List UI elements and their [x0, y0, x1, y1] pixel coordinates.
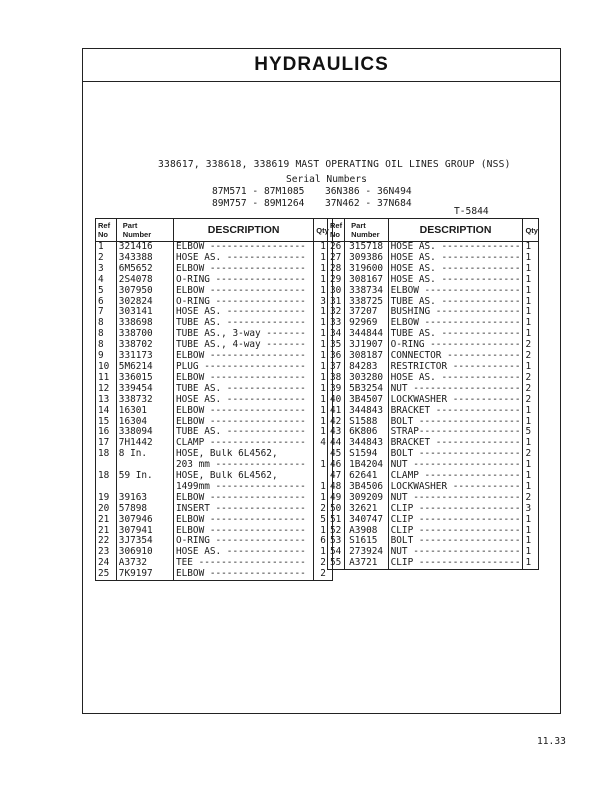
description-cell: HOSE AS. --------------: [388, 275, 523, 286]
description-cell: O-RING ----------------: [388, 340, 523, 351]
section-title: HYDRAULICS: [83, 49, 560, 82]
part-number-cell: 338725: [345, 297, 388, 308]
description-cell: CONNECTOR -------------: [388, 351, 523, 362]
qty-cell: 1: [523, 362, 539, 373]
ref-no-cell: 18: [96, 471, 117, 482]
qty-cell: 1: [523, 318, 539, 329]
ref-no-cell: 35: [328, 340, 345, 351]
qty-cell: 1: [523, 275, 539, 286]
part-number-cell: S1588: [345, 417, 388, 428]
description-cell: RESTRICTOR ------------: [388, 362, 523, 373]
ref-no-cell: 48: [328, 482, 345, 493]
ref-no-cell: 5: [96, 286, 117, 297]
ref-no-cell: 34: [328, 329, 345, 340]
qty-cell: 1: [314, 395, 333, 406]
table-header-row: [96, 219, 333, 242]
table-row: [328, 406, 539, 417]
qty-cell: 1: [314, 286, 333, 297]
part-number-cell: 16304: [116, 417, 173, 428]
qty-cell: 1: [314, 406, 333, 417]
description-cell: CLIP ------------------: [388, 504, 523, 515]
table-row: [96, 449, 333, 460]
part-number-cell: 3B4506: [345, 482, 388, 493]
ref-no-cell: 36: [328, 351, 345, 362]
qty-cell: 1: [523, 438, 539, 449]
ref-no-cell: 39: [328, 384, 345, 395]
qty-cell: 2: [523, 351, 539, 362]
qty-cell: 1: [523, 329, 539, 340]
qty-cell: 1: [314, 318, 333, 329]
description-cell: 1499mm ----------------: [174, 482, 314, 493]
part-number-cell: 308167: [345, 275, 388, 286]
part-number-cell: 92969: [345, 318, 388, 329]
part-number-cell: A3732: [116, 558, 173, 569]
part-number-cell: 319600: [345, 264, 388, 275]
ref-no-header: Ref No: [328, 219, 345, 242]
ref-no-cell: 42: [328, 417, 345, 428]
ref-no-cell: 13: [96, 395, 117, 406]
description-cell: CLIP ------------------: [388, 526, 523, 537]
ref-no-cell: 20: [96, 504, 117, 515]
description-cell: ELBOW -----------------: [174, 569, 314, 580]
ref-no-cell: 24: [96, 558, 117, 569]
part-number-cell: 39163: [116, 493, 173, 504]
description-cell: HOSE AS. --------------: [388, 264, 523, 275]
ref-no-cell: 43: [328, 427, 345, 438]
part-number-cell: 344843: [345, 406, 388, 417]
qty-cell: 2: [314, 558, 333, 569]
description-cell: ELBOW -----------------: [174, 406, 314, 417]
ref-no-cell: 37: [328, 362, 345, 373]
part-number-cell: 307941: [116, 526, 173, 537]
serial-range: 37N462 - 37N684: [325, 198, 412, 209]
part-number-cell: 338094: [116, 427, 173, 438]
part-number-cell: 57898: [116, 504, 173, 515]
part-number-cell: 321416: [116, 242, 173, 253]
ref-no-cell: 3: [96, 264, 117, 275]
qty-cell: 1: [523, 460, 539, 471]
qty-cell: 1: [314, 493, 333, 504]
ref-no-cell: 8: [96, 340, 117, 351]
qty-cell: 1: [523, 242, 539, 253]
serial-range: 89M757 - 89M1264: [212, 198, 305, 209]
qty-cell: 2: [314, 569, 333, 580]
description-cell: HOSE, Bulk 6L4562,: [174, 471, 314, 482]
qty-cell: 1: [314, 329, 333, 340]
qty-cell: 2: [314, 504, 333, 515]
part-number-cell: 3J1907: [345, 340, 388, 351]
ref-no-cell: 8: [96, 329, 117, 340]
description-cell: BOLT ------------------: [388, 449, 523, 460]
description-cell: CLAMP -----------------: [388, 471, 523, 482]
qty-cell: 1: [523, 307, 539, 318]
ref-no-cell: 50: [328, 504, 345, 515]
serial-numbers-label: Serial Numbers: [286, 174, 367, 185]
qty-cell: 1: [314, 427, 333, 438]
part-number-cell: S1594: [345, 449, 388, 460]
description-cell: INSERT ----------------: [174, 504, 314, 515]
ref-no-cell: 7: [96, 307, 117, 318]
ref-no-cell: 17: [96, 438, 117, 449]
ref-no-cell: 21: [96, 515, 117, 526]
description-cell: ELBOW -----------------: [174, 242, 314, 253]
qty-cell: 1: [523, 526, 539, 537]
description-cell: HOSE, Bulk 6L4562,: [174, 449, 314, 460]
ref-no-cell: 4: [96, 275, 117, 286]
table-row: [96, 406, 333, 417]
description-cell: PLUG ------------------: [174, 362, 314, 373]
part-number-cell: 8 In.: [116, 449, 173, 460]
description-cell: NUT -------------------: [388, 493, 523, 504]
description-cell: TUBE AS. --------------: [388, 297, 523, 308]
description-cell: HOSE AS. --------------: [388, 253, 523, 264]
description-cell: O-RING ----------------: [174, 536, 314, 547]
ref-no-header: Ref No: [96, 219, 117, 242]
qty-cell: 2: [523, 493, 539, 504]
description-cell: O-RING ----------------: [174, 297, 314, 308]
description-cell: LOCKWASHER ------------: [388, 482, 523, 493]
part-number-cell: 303141: [116, 307, 173, 318]
ref-no-cell: 22: [96, 536, 117, 547]
qty-cell: 1: [314, 242, 333, 253]
qty-cell: 1: [523, 536, 539, 547]
ref-no-cell: 9: [96, 351, 117, 362]
qty-cell: 1: [523, 297, 539, 308]
qty-cell: 2: [523, 395, 539, 406]
ref-no-cell: 38: [328, 373, 345, 384]
description-cell: ELBOW -----------------: [174, 526, 314, 537]
part-number-cell: 5M6214: [116, 362, 173, 373]
qty-cell: 1: [314, 482, 333, 493]
part-number-cell: 344844: [345, 329, 388, 340]
ref-no-cell: 1: [96, 242, 117, 253]
ref-no-cell: 27: [328, 253, 345, 264]
page-number: 11.33: [537, 736, 566, 747]
ref-no-cell: 54: [328, 547, 345, 558]
table-row: [328, 395, 539, 406]
description-cell: ELBOW -----------------: [174, 264, 314, 275]
description-cell: TUBE AS. --------------: [174, 318, 314, 329]
description-cell: HOSE AS. --------------: [174, 307, 314, 318]
part-number-cell: 302824: [116, 297, 173, 308]
ref-no-cell: 26: [328, 242, 345, 253]
part-number-cell: 303280: [345, 373, 388, 384]
description-cell: NUT -------------------: [388, 547, 523, 558]
qty-cell: 2: [523, 340, 539, 351]
qty-cell: 1: [523, 471, 539, 482]
description-cell: HOSE AS. --------------: [388, 373, 523, 384]
description-cell: TUBE AS. --------------: [174, 384, 314, 395]
description-cell: BOLT ------------------: [388, 417, 523, 428]
description-cell: ELBOW -----------------: [174, 493, 314, 504]
description-cell: HOSE AS. --------------: [388, 242, 523, 253]
description-cell: TUBE AS., 3-way -------: [174, 329, 314, 340]
serial-range: 36N386 - 36N494: [325, 186, 412, 197]
qty-cell: 2: [523, 449, 539, 460]
ref-no-cell: 47: [328, 471, 345, 482]
ref-no-cell: 44: [328, 438, 345, 449]
ref-no-cell: 40: [328, 395, 345, 406]
part-number-header: Part Number: [116, 219, 173, 242]
ref-no-cell: 15: [96, 417, 117, 428]
ref-no-cell: 8: [96, 318, 117, 329]
ref-no-cell: 33: [328, 318, 345, 329]
qty-cell: 1: [314, 384, 333, 395]
part-number-cell: 309386: [345, 253, 388, 264]
part-number-cell: 6M5652: [116, 264, 173, 275]
part-number-cell: 16301: [116, 406, 173, 417]
qty-cell: 4: [314, 438, 333, 449]
part-number-cell: 37207: [345, 307, 388, 318]
table-row: [328, 515, 539, 526]
ref-no-cell: 29: [328, 275, 345, 286]
qty-cell: 1: [523, 264, 539, 275]
qty-cell: 1: [314, 526, 333, 537]
part-number-cell: A3721: [345, 558, 388, 569]
table-header-row: [328, 219, 539, 242]
ref-no-cell: 52: [328, 526, 345, 537]
description-cell: LOCKWASHER ------------: [388, 395, 523, 406]
part-number-header: Part Number: [345, 219, 388, 242]
description-cell: TUBE AS., 4-way -------: [174, 340, 314, 351]
qty-cell: 5: [523, 427, 539, 438]
part-number-cell: 309209: [345, 493, 388, 504]
table-row: [96, 275, 333, 286]
qty-cell: 1: [314, 373, 333, 384]
part-number-cell: 32621: [345, 504, 388, 515]
qty-cell: 1: [523, 406, 539, 417]
ref-no-cell: 6: [96, 297, 117, 308]
table-row: [328, 558, 539, 569]
description-cell: ELBOW -----------------: [174, 373, 314, 384]
part-number-cell: 273924: [345, 547, 388, 558]
part-number-cell: 59 In.: [116, 471, 173, 482]
ref-no-cell: 28: [328, 264, 345, 275]
description-cell: ELBOW -----------------: [388, 286, 523, 297]
qty-cell: 3: [523, 504, 539, 515]
description-cell: O-RING ----------------: [174, 275, 314, 286]
qty-cell: 1: [314, 460, 333, 471]
part-number-cell: 306910: [116, 547, 173, 558]
qty-cell: 1: [523, 417, 539, 428]
description-cell: BRACKET ---------------: [388, 438, 523, 449]
ref-no-cell: 30: [328, 286, 345, 297]
qty-cell: 1: [314, 351, 333, 362]
description-cell: ELBOW -----------------: [174, 351, 314, 362]
description-cell: NUT -------------------: [388, 460, 523, 471]
part-number-cell: A3908: [345, 526, 388, 537]
part-number-cell: 344843: [345, 438, 388, 449]
ref-no-cell: 23: [96, 547, 117, 558]
table-row: [96, 569, 333, 580]
qty-cell: 1: [523, 558, 539, 569]
description-cell: HOSE AS. --------------: [174, 395, 314, 406]
part-number-cell: 336015: [116, 373, 173, 384]
ref-no-cell: 53: [328, 536, 345, 547]
ref-no-cell: 18: [96, 449, 117, 460]
part-number-cell: 340747: [345, 515, 388, 526]
ref-no-cell: 21: [96, 526, 117, 537]
qty-cell: 1: [314, 417, 333, 428]
part-number-cell: 7K9197: [116, 569, 173, 580]
description-cell: NUT -------------------: [388, 384, 523, 395]
description-cell: TUBE AS. --------------: [174, 427, 314, 438]
part-number-cell: 338698: [116, 318, 173, 329]
part-number-cell: 331173: [116, 351, 173, 362]
part-number-cell: S1615: [345, 536, 388, 547]
part-number-cell: 338702: [116, 340, 173, 351]
table-row: [328, 275, 539, 286]
qty-cell: 2: [523, 373, 539, 384]
ref-no-cell: 46: [328, 460, 345, 471]
table-row: [96, 395, 333, 406]
ref-no-cell: 25: [96, 569, 117, 580]
description-header: DESCRIPTION: [174, 219, 314, 242]
description-cell: BRACKET ---------------: [388, 406, 523, 417]
qty-cell: 6: [314, 536, 333, 547]
serial-range: 87M571 - 87M1085: [212, 186, 305, 197]
description-cell: HOSE AS. --------------: [174, 547, 314, 558]
part-number-cell: 7H1442: [116, 438, 173, 449]
qty-cell: 1: [314, 264, 333, 275]
description-cell: ELBOW -----------------: [174, 515, 314, 526]
part-number-cell: 339454: [116, 384, 173, 395]
ref-no-cell: 51: [328, 515, 345, 526]
ref-no-cell: 19: [96, 493, 117, 504]
description-cell: ELBOW -----------------: [174, 286, 314, 297]
part-number-cell: 3B4507: [345, 395, 388, 406]
ref-no-cell: 32: [328, 307, 345, 318]
ref-no-cell: 11: [96, 373, 117, 384]
parts-table-right: [327, 218, 539, 570]
part-number-cell: 307950: [116, 286, 173, 297]
part-number-cell: 5B3254: [345, 384, 388, 395]
qty-cell: 1: [314, 275, 333, 286]
part-number-cell: 2S4078: [116, 275, 173, 286]
description-cell: STRAP------------------: [388, 427, 523, 438]
description-cell: CLIP ------------------: [388, 515, 523, 526]
qty-cell: 3: [314, 297, 333, 308]
part-number-cell: 338734: [345, 286, 388, 297]
description-cell: TEE -------------------: [174, 558, 314, 569]
part-number-cell: 343388: [116, 253, 173, 264]
ref-no-cell: 55: [328, 558, 345, 569]
qty-header: Qty: [523, 219, 539, 242]
qty-cell: 1: [523, 253, 539, 264]
part-number-cell: 62641: [345, 471, 388, 482]
qty-cell: 1: [314, 307, 333, 318]
part-number-cell: 307946: [116, 515, 173, 526]
part-number-cell: 308187: [345, 351, 388, 362]
qty-cell: 1: [314, 340, 333, 351]
description-header: DESCRIPTION: [388, 219, 523, 242]
qty-cell: 1: [314, 362, 333, 373]
part-number-cell: 84283: [345, 362, 388, 373]
group-title: 338617, 338618, 338619 MAST OPERATING OIL LINES GROUP (NSS): [158, 159, 511, 170]
ref-no-cell: 10: [96, 362, 117, 373]
description-cell: HOSE AS. --------------: [174, 253, 314, 264]
ref-no-cell: 49: [328, 493, 345, 504]
part-number-cell: 3J7354: [116, 536, 173, 547]
parts-table-left: [95, 218, 333, 581]
part-number-cell: 1B4204: [345, 460, 388, 471]
qty-cell: 5: [314, 515, 333, 526]
qty-cell: 1: [523, 515, 539, 526]
description-cell: ELBOW -----------------: [388, 318, 523, 329]
ref-no-cell: 31: [328, 297, 345, 308]
part-number-cell: 315718: [345, 242, 388, 253]
description-cell: ELBOW -----------------: [174, 417, 314, 428]
ref-no-cell: 2: [96, 253, 117, 264]
ref-no-cell: 45: [328, 449, 345, 460]
description-cell: BOLT ------------------: [388, 536, 523, 547]
description-cell: TUBE AS. --------------: [388, 329, 523, 340]
qty-cell: 1: [523, 547, 539, 558]
table-row: [96, 286, 333, 297]
qty-cell: 2: [523, 384, 539, 395]
ref-no-cell: 16: [96, 427, 117, 438]
table-row: [96, 515, 333, 526]
description-cell: 203 mm ----------------: [174, 460, 314, 471]
qty-cell: 1: [314, 253, 333, 264]
part-number-cell: 338700: [116, 329, 173, 340]
ref-no-cell: 14: [96, 406, 117, 417]
qty-cell: 1: [523, 286, 539, 297]
qty-header: Qty: [314, 219, 333, 242]
description-cell: CLIP ------------------: [388, 558, 523, 569]
table-row: [96, 471, 333, 482]
ref-no-cell: 12: [96, 384, 117, 395]
illustration-ref: T-5844: [454, 206, 489, 217]
part-number-cell: 338732: [116, 395, 173, 406]
qty-cell: 1: [523, 482, 539, 493]
part-number-cell: 6K806: [345, 427, 388, 438]
description-cell: BUSHING ---------------: [388, 307, 523, 318]
ref-no-cell: 41: [328, 406, 345, 417]
description-cell: CLAMP -----------------: [174, 438, 314, 449]
table-row: [328, 286, 539, 297]
qty-cell: 1: [314, 547, 333, 558]
